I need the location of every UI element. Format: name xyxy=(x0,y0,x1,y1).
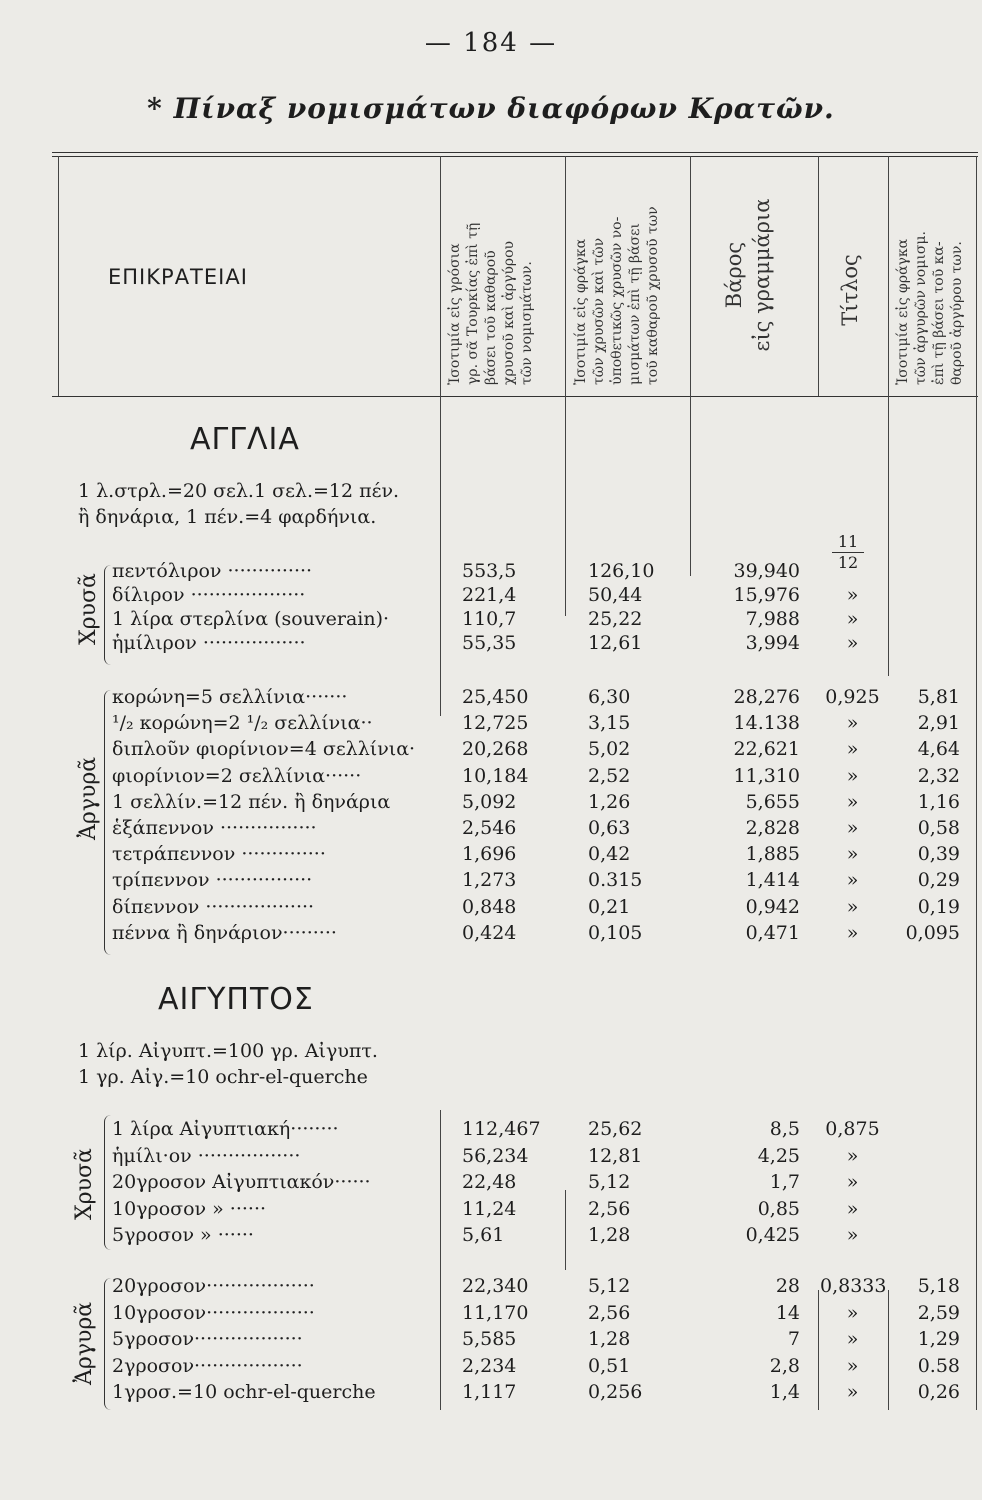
weight-grams: 28,276 xyxy=(733,686,800,708)
fineness: » xyxy=(846,1328,859,1350)
egypt-note-1: 1 λίρ. Αἰγυπτ.=100 γρ. Αἰγυπτ. xyxy=(78,1040,378,1062)
weight-grams: 7,988 xyxy=(745,608,800,630)
table-row xyxy=(0,1171,982,1198)
value-silver-francs: 2,32 xyxy=(917,764,960,787)
header-col2: Ἰσοτιμία εἰς φράγκα τῶν χρυσῶν καὶ τῶν ὑποθετικῶς χρυσῶν νο- μισμάτων ἐπὶ τῇ βάσει τοῦ καθαροῦ χρυσοῦ των xyxy=(573,206,661,385)
value-piastres: 0,424 xyxy=(462,921,517,944)
fineness: » xyxy=(846,895,859,918)
value-piastres: 1,273 xyxy=(462,869,517,892)
value-piastres: 0,848 xyxy=(462,895,517,918)
weight-grams: 0,85 xyxy=(757,1197,800,1220)
value-piastres: 112,467 xyxy=(462,1118,541,1140)
coin-name: 10γροσον·················· xyxy=(112,1301,315,1324)
value-piastres: 25,450 xyxy=(462,686,529,708)
coin-name: 2γροσον·················· xyxy=(112,1354,303,1377)
weight-grams: 4,25 xyxy=(757,1144,800,1167)
weight-grams: 22,621 xyxy=(733,738,800,761)
table-row xyxy=(0,1198,982,1225)
value-gold-francs: 0,105 xyxy=(588,921,643,944)
coin-name: 1 λίρα στερλίνα (souverain)· xyxy=(112,608,390,630)
value-piastres: 2,234 xyxy=(462,1354,517,1377)
table-row xyxy=(0,1381,982,1408)
weight-grams: 0,942 xyxy=(745,895,800,918)
value-gold-francs: 2,56 xyxy=(588,1301,631,1324)
fineness: 0,8333 xyxy=(820,1275,887,1297)
value-gold-francs: 0.315 xyxy=(588,869,643,892)
value-gold-francs: 3,15 xyxy=(588,712,631,735)
value-silver-francs: 2,91 xyxy=(917,712,960,735)
table-row xyxy=(0,1355,982,1382)
table-row xyxy=(0,817,982,844)
egypt-note-2: 1 γρ. Αἰγ.=10 ochr-el-querche xyxy=(78,1066,368,1088)
coin-name: πεντόλιρον ·············· xyxy=(112,560,313,582)
col-rule-2 xyxy=(565,156,566,616)
coin-name: ¹/₂ κορώνη=2 ¹/₂ σελλίνια·· xyxy=(112,712,373,735)
fineness: » xyxy=(846,921,859,944)
fineness: » xyxy=(846,790,859,813)
table-row xyxy=(0,1224,982,1251)
fraction-numerator: 11 xyxy=(837,532,859,551)
value-piastres: 2,546 xyxy=(462,817,517,839)
value-silver-francs: 0,19 xyxy=(917,895,960,918)
coin-name: φιορίνιον=2 σελλίνια······ xyxy=(112,764,362,787)
fineness: » xyxy=(846,632,859,654)
fineness: » xyxy=(846,764,859,787)
fineness: » xyxy=(846,738,859,761)
value-gold-francs: 0,63 xyxy=(588,817,631,839)
table-row xyxy=(0,922,982,949)
value-gold-francs: 1,28 xyxy=(588,1328,631,1350)
weight-grams: 14.138 xyxy=(733,712,800,735)
value-gold-francs: 2,56 xyxy=(588,1197,631,1220)
header-states: ΕΠΙΚΡΑΤΕΙΑΙ xyxy=(108,265,248,289)
fineness: » xyxy=(846,584,859,606)
coin-name: 10γροσον » ······ xyxy=(112,1197,267,1220)
value-silver-francs: 1,29 xyxy=(917,1328,960,1350)
value-silver-francs: 4,64 xyxy=(917,738,960,761)
table-row xyxy=(0,738,982,765)
value-piastres: 5,092 xyxy=(462,790,517,813)
value-piastres: 1,696 xyxy=(462,843,517,866)
weight-grams: 0,471 xyxy=(745,921,800,944)
table-row xyxy=(0,560,982,587)
value-piastres: 5,585 xyxy=(462,1328,517,1350)
value-piastres: 22,340 xyxy=(462,1275,529,1297)
country-england: ΑΓΓΛΙΑ xyxy=(190,422,300,457)
value-gold-francs: 0,42 xyxy=(588,843,631,866)
fineness: » xyxy=(846,1144,859,1167)
fineness: » xyxy=(846,869,859,892)
value-gold-francs: 6,30 xyxy=(588,686,631,708)
value-piastres: 553,5 xyxy=(462,560,517,582)
weight-grams: 8,5 xyxy=(769,1118,800,1140)
value-silver-francs: 0.58 xyxy=(917,1354,960,1377)
value-piastres: 11,24 xyxy=(462,1197,517,1220)
table-row xyxy=(0,712,982,739)
table-row xyxy=(0,1328,982,1355)
fineness: » xyxy=(846,817,859,839)
table-row xyxy=(0,791,982,818)
table-row xyxy=(0,632,982,659)
coin-name: ἑξάπεννον ················ xyxy=(112,817,317,839)
table-row xyxy=(0,1275,982,1302)
header-col5: Ἰσοτιμία εἰς φράγκα τῶν ἀργυρῶν νομισμ. ἐπὶ τῇ βάσει τοῦ κα- θαροῦ ἀργύρου των. xyxy=(895,231,965,385)
coin-name: 20γροσον·················· xyxy=(112,1275,315,1297)
value-piastres: 11,170 xyxy=(462,1301,529,1324)
table-row xyxy=(0,1145,982,1172)
value-piastres: 1,117 xyxy=(462,1381,517,1403)
value-silver-francs: 0,29 xyxy=(917,869,960,892)
coin-name: δίλιρον ··················· xyxy=(112,584,306,606)
england-note-2: ἢ δηνάρια, 1 πέν.=4 φαρδήνια. xyxy=(78,506,377,528)
weight-grams: 1,885 xyxy=(745,843,800,866)
table-top-rule xyxy=(52,152,978,153)
value-gold-francs: 5,12 xyxy=(588,1171,631,1193)
egypt-gold-label: Χρυσᾶ xyxy=(72,1148,97,1220)
coin-name: ἡμίλι·ον ················· xyxy=(112,1144,301,1167)
value-silver-francs: 5,18 xyxy=(917,1275,960,1297)
weight-grams: 15,976 xyxy=(733,584,800,606)
value-piastres: 12,725 xyxy=(462,712,529,735)
weight-grams: 5,655 xyxy=(745,790,800,813)
weight-grams: 39,940 xyxy=(733,560,800,582)
table-row xyxy=(0,869,982,896)
weight-grams: 1,7 xyxy=(769,1171,800,1193)
weight-grams: 0,425 xyxy=(745,1224,800,1246)
value-piastres: 56,234 xyxy=(462,1144,529,1167)
value-piastres: 20,268 xyxy=(462,738,529,761)
value-piastres: 10,184 xyxy=(462,764,529,787)
value-gold-francs: 25,22 xyxy=(588,608,643,630)
table-row xyxy=(0,765,982,792)
table-row xyxy=(0,1302,982,1329)
coin-name: 1 λίρα Αἰγυπτιακή········ xyxy=(112,1118,339,1140)
table-top-rule-2 xyxy=(52,156,978,157)
value-gold-francs: 1,26 xyxy=(588,790,631,813)
col-rule-4 xyxy=(818,156,819,396)
value-gold-francs: 12,61 xyxy=(588,632,643,654)
weight-grams: 3,994 xyxy=(745,632,800,654)
fineness: 0,875 xyxy=(825,1118,880,1140)
coin-name: τρίπεννον ················ xyxy=(112,869,313,892)
weight-grams: 1,414 xyxy=(745,869,800,892)
table-row xyxy=(0,896,982,923)
value-piastres: 110,7 xyxy=(462,608,517,630)
fineness: » xyxy=(846,712,859,735)
value-silver-francs: 1,16 xyxy=(917,790,960,813)
coin-name: 1 σελλίν.=12 πέν. ἢ δηνάρια xyxy=(112,790,391,813)
value-gold-francs: 25,62 xyxy=(588,1118,643,1140)
value-piastres: 221,4 xyxy=(462,584,517,606)
value-silver-francs: 0,26 xyxy=(917,1381,960,1403)
col-rule-3 xyxy=(690,156,691,576)
table-left-rule xyxy=(58,156,59,396)
value-silver-francs: 0,58 xyxy=(917,817,960,839)
value-silver-francs: 2,59 xyxy=(917,1301,960,1324)
england-gold-label: Χρυσᾶ xyxy=(76,573,101,645)
value-gold-francs: 50,44 xyxy=(588,584,643,606)
country-egypt: ΑΙΓΥΠΤΟΣ xyxy=(158,982,314,1017)
fineness: 0,925 xyxy=(825,686,880,708)
england-silver-label: Ἀργυρᾶ xyxy=(76,756,101,840)
value-gold-francs: 5,12 xyxy=(588,1275,631,1297)
table-row xyxy=(0,608,982,635)
weight-grams: 2,828 xyxy=(745,817,800,839)
coin-name: 20γροσον Αἰγυπτιακόν······ xyxy=(112,1171,371,1193)
value-silver-francs: 5,81 xyxy=(917,686,960,708)
fineness: » xyxy=(846,1354,859,1377)
weight-grams: 7 xyxy=(787,1328,800,1350)
coin-name: ἡμίλιρον ················· xyxy=(112,632,306,654)
coin-name: πέννα ἢ δηνάριον········· xyxy=(112,921,337,944)
fraction-denominator: 12 xyxy=(837,553,859,572)
coin-name: 5γροσον » ······ xyxy=(112,1224,254,1246)
coin-name: 5γροσον·················· xyxy=(112,1328,303,1350)
value-piastres: 55,35 xyxy=(462,632,517,654)
weight-grams: 28 xyxy=(775,1275,800,1297)
value-piastres: 22,48 xyxy=(462,1171,517,1193)
weight-grams: 2,8 xyxy=(769,1354,800,1377)
value-gold-francs: 1,28 xyxy=(588,1224,631,1246)
header-col3: Βάρος εἰς γραμμάρια xyxy=(722,198,774,352)
coin-name: δίπεννον ·················· xyxy=(112,895,315,918)
value-gold-francs: 126,10 xyxy=(588,560,655,582)
weight-grams: 1,4 xyxy=(769,1381,800,1403)
england-note-1: 1 λ.στρλ.=20 σελ.1 σελ.=12 πέν. xyxy=(78,480,400,502)
value-gold-francs: 0,51 xyxy=(588,1354,631,1377)
egypt-silver-label: Ἀργυρᾶ xyxy=(72,1301,97,1385)
header-bottom-rule xyxy=(52,396,978,397)
table-row xyxy=(0,584,982,611)
page-title: * Πίναξ νομισμάτων διαφόρων Κρατῶν. xyxy=(147,92,835,125)
page-number: — 184 — xyxy=(424,28,558,58)
coin-name: κορώνη=5 σελλίνια······· xyxy=(112,686,348,708)
value-gold-francs: 2,52 xyxy=(588,764,631,787)
table-row xyxy=(0,1118,982,1145)
value-piastres: 5,61 xyxy=(462,1224,505,1246)
value-gold-francs: 5,02 xyxy=(588,738,631,761)
header-col1: Ἰσοτιμία εἰς γρόσια γρ. σᾶ Τουρκίας ἐπὶ τῇ βάσει τοῦ καθαροῦ χρυσοῦ καὶ ἀργύρου τῶν νομισμάτων. xyxy=(447,222,535,385)
coin-name: 1γροσ.=10 ochr-el-querche xyxy=(112,1381,376,1403)
value-gold-francs: 12,81 xyxy=(588,1144,643,1167)
table-row xyxy=(0,686,982,713)
value-silver-francs: 0,39 xyxy=(917,843,960,866)
fineness: » xyxy=(846,1197,859,1220)
fineness: » xyxy=(846,1171,859,1193)
value-silver-francs: 0,095 xyxy=(905,921,960,944)
fineness: » xyxy=(846,1301,859,1324)
weight-grams: 11,310 xyxy=(733,764,800,787)
fineness: » xyxy=(846,843,859,866)
value-gold-francs: 0,21 xyxy=(588,895,631,918)
value-gold-francs: 0,256 xyxy=(588,1381,643,1403)
table-row xyxy=(0,843,982,870)
coin-name: διπλοῦν φιορίνιον=4 σελλίνια· xyxy=(112,738,416,761)
coin-name: τετράπεννον ·············· xyxy=(112,843,326,866)
fineness: » xyxy=(846,1224,859,1246)
fineness: » xyxy=(846,608,859,630)
weight-grams: 14 xyxy=(775,1301,800,1324)
fineness: » xyxy=(846,1381,859,1403)
header-col4: Τίτλος xyxy=(838,254,862,326)
